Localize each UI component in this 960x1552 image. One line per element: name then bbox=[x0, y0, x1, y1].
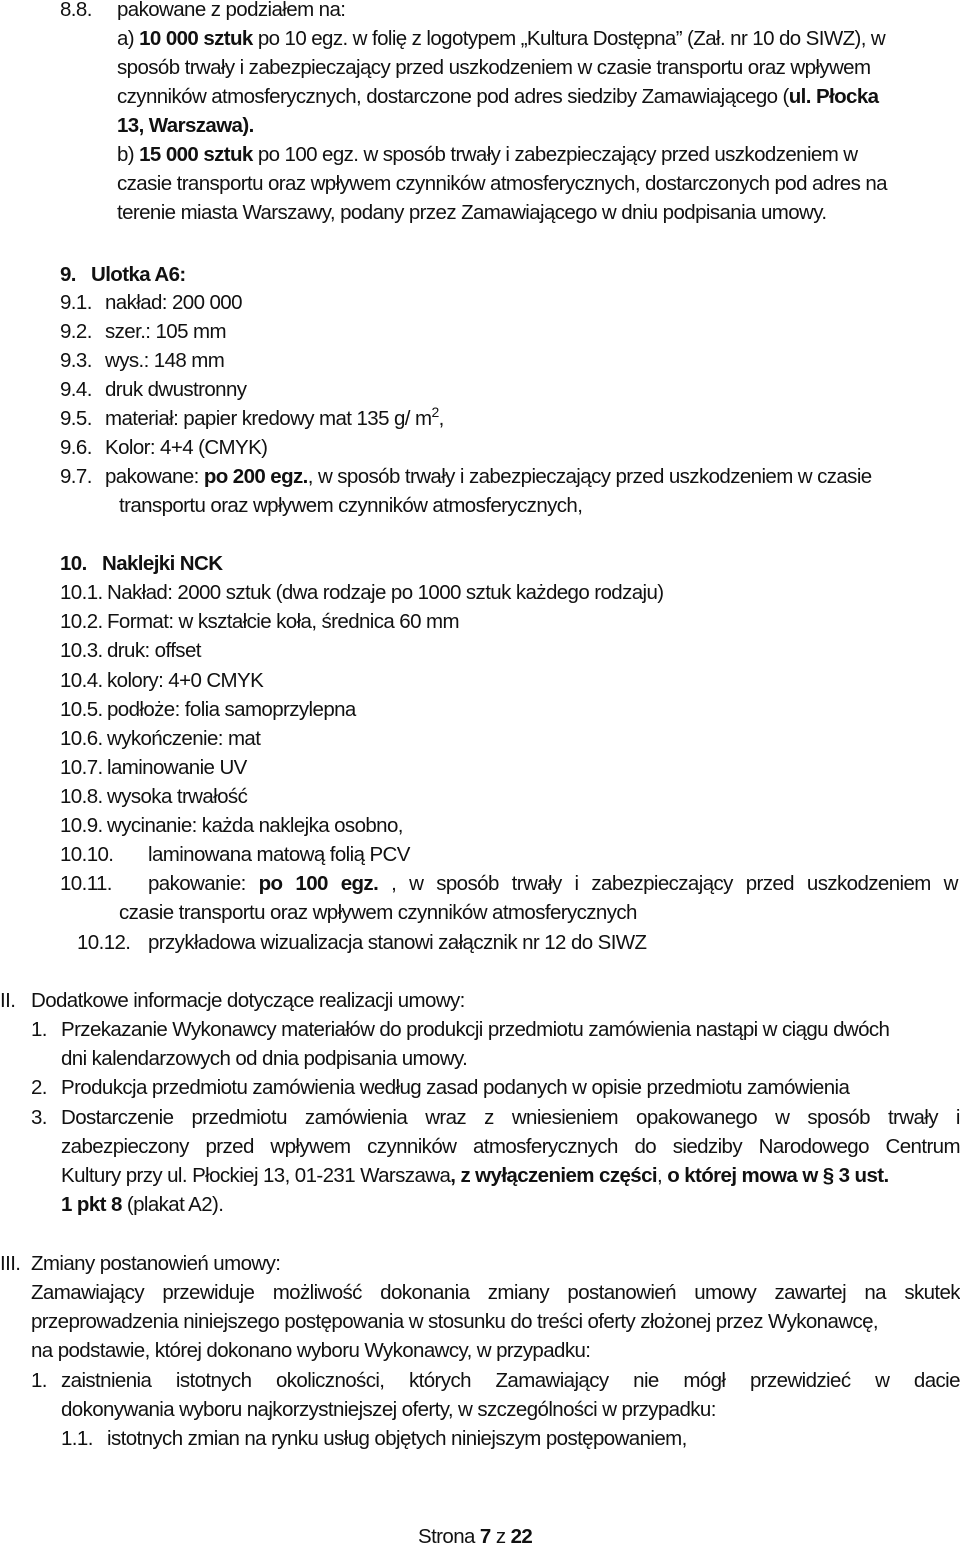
paragraph-line: Zamawiający przewiduje możliwość dokonania zmiany postanowień umowy zawartej na skutek bbox=[31, 1281, 960, 1304]
list-item: 10.6. bbox=[60, 727, 103, 750]
packing-option-a: a) 10 000 sztuk po 10 egz. w folię z logotypem „Kultura Dostępna” (Zał. nr 10 do SIWZ), w bbox=[117, 27, 886, 50]
list-item: 9.5. bbox=[60, 407, 92, 430]
list-item: 10.5. bbox=[60, 698, 103, 721]
list-item-text: Format: w kształcie koła, średnica 60 mm bbox=[107, 610, 459, 633]
list-item: 9.6. bbox=[60, 436, 92, 459]
list-item: 10.3. bbox=[60, 639, 103, 662]
list-item-text: druk dwustronny bbox=[105, 378, 247, 401]
section-8-8-number: 8.8. bbox=[60, 0, 92, 21]
list-item-text: laminowana matową folią PCV bbox=[148, 843, 410, 866]
section-9-number: 9. bbox=[60, 263, 76, 286]
list-item-text: wysoka trwałość bbox=[107, 785, 248, 808]
packing-option-a-line2: sposób trwały i zabezpieczający przed uszkodzeniem w czasie transportu oraz wpływem bbox=[117, 56, 871, 79]
section-8-8-title: pakowane z podziałem na: bbox=[117, 0, 346, 21]
page-total: 22 bbox=[510, 1525, 533, 1548]
section-10-title: Naklejki NCK bbox=[102, 552, 223, 575]
list-item-text: wys.: 148 mm bbox=[105, 349, 225, 372]
list-item-text: kolory: 4+0 CMYK bbox=[107, 669, 264, 692]
section-ii-title: Dodatkowe informacje dotyczące realizacji umowy: bbox=[31, 989, 465, 1012]
list-item-text: przykładowa wizualizacja stanowi załącznik nr 12 do SIWZ bbox=[148, 931, 647, 954]
list-item: 10.10. bbox=[60, 843, 114, 866]
list-item-text: Kolor: 4+4 (CMYK) bbox=[105, 436, 268, 459]
list-item: 10.4. bbox=[60, 669, 103, 692]
list-item-text: Nakład: 2000 sztuk (dwa rodzaje po 1000 sztuk każdego rodzaju) bbox=[107, 581, 664, 604]
paragraph-line: na podstawie, której dokonano wyboru Wykonawcy, w przypadku: bbox=[31, 1339, 591, 1362]
packing-option-b-line3: terenie miasta Warszawy, podany przez Zamawiającego w dniu podpisania umowy. bbox=[117, 201, 827, 224]
list-item: 9.1. bbox=[60, 291, 92, 314]
packing-option-b: b) 15 000 sztuk po 100 egz. w sposób trwały i zabezpieczający przed uszkodzeniem w bbox=[117, 143, 858, 166]
list-item-text: podłoże: folia samoprzylepna bbox=[107, 698, 356, 721]
list-item-text: wykończenie: mat bbox=[107, 727, 261, 750]
list-item-text: istotnych zmian na rynku usług objętych niniejszym postępowaniem, bbox=[107, 1427, 687, 1450]
list-item: 9.2. bbox=[60, 320, 92, 343]
list-item-text-line3: Kultury przy ul. Płockiej 13, 01-231 Warszawa, z wyłączeniem części, o której mowa w § 3 ust. bbox=[61, 1164, 889, 1187]
list-item: 10.11. bbox=[60, 872, 112, 895]
section-iii-number: III. bbox=[0, 1252, 21, 1275]
list-item-text: druk: offset bbox=[107, 639, 201, 662]
list-item: 10.9. bbox=[60, 814, 103, 837]
section-iii-title: Zmiany postanowień umowy: bbox=[31, 1252, 281, 1275]
list-item-text: Przekazanie Wykonawcy materiałów do produkcji przedmiotu zamówienia nastąpi w ciągu dwóch bbox=[61, 1018, 890, 1041]
paragraph-line: przeprowadzenia niniejszego postępowania w stosunku do treści oferty złożonej przez Wykonawcę, bbox=[31, 1310, 879, 1333]
list-item: 9.3. bbox=[60, 349, 92, 372]
list-item: 1.1. bbox=[61, 1427, 93, 1450]
list-item: 10.2. bbox=[60, 610, 103, 633]
list-item-text: nakład: 200 000 bbox=[105, 291, 242, 314]
section-ii-number: II. bbox=[0, 989, 16, 1012]
packing-option-b-line2: czasie transportu oraz wpływem czynników atmosferycznych, dostarczonych pod adres na bbox=[117, 172, 887, 195]
list-item-text: materiał: papier kredowy mat 135 g/ $m^2$, bbox=[105, 404, 444, 430]
list-item-text: Dostarczenie przedmiotu zamówienia wraz z wniesieniem opakowanego w sposób trwały i bbox=[61, 1106, 960, 1129]
list-item: 10.8. bbox=[60, 785, 103, 808]
list-item-text-line2: transportu oraz wpływem czynników atmosferycznych, bbox=[119, 494, 583, 517]
list-item-text: pakowanie: po 100 egz. , w sposób trwały i zabezpieczający przed uszkodzeniem w bbox=[148, 872, 958, 895]
list-item: 9.7. bbox=[60, 465, 92, 488]
list-item-text: pakowane: po 200 egz., w sposób trwały i zabezpieczający przed uszkodzeniem w czasie bbox=[105, 465, 872, 488]
list-item-text: szer.: 105 mm bbox=[105, 320, 226, 343]
list-item: 2. bbox=[31, 1076, 47, 1099]
list-item-text-line2: dokonywania wyboru najkorzystniejszej oferty, w szczególności w przypadku: bbox=[61, 1398, 716, 1421]
list-item: 10.7. bbox=[60, 756, 103, 779]
list-item: 9.4. bbox=[60, 378, 92, 401]
list-item: 10.12. bbox=[77, 931, 131, 954]
section-10-number: 10. bbox=[60, 552, 87, 575]
list-item-text: laminowanie UV bbox=[107, 756, 247, 779]
list-item: 10.1. bbox=[60, 581, 103, 604]
list-item-text-line2: zabezpieczony przed wpływem czynników atmosferycznych do siedziby Narodowego Centrum bbox=[61, 1135, 960, 1158]
packing-option-a-line3: czynników atmosferycznych, dostarczone pod adres siedziby Zamawiającego (ul. Płocka bbox=[117, 85, 879, 108]
list-item-text: wycinanie: każda naklejka osobno, bbox=[107, 814, 403, 837]
list-item: 1. bbox=[31, 1369, 47, 1392]
list-item-text-line2: czasie transportu oraz wpływem czynników atmosferycznych bbox=[119, 901, 637, 924]
list-item-text-line2: dni kalendarzowych od dnia podpisania umowy. bbox=[61, 1047, 468, 1070]
page-number: 7 bbox=[479, 1525, 491, 1548]
list-item-text: zaistnienia istotnych okoliczności, których Zamawiający nie mógł przewidzieć w dacie bbox=[61, 1369, 960, 1392]
page-footer: Strona 7 z 22 bbox=[418, 1525, 533, 1548]
list-item-text-line4: 1 pkt 8 (plakat A2). bbox=[61, 1193, 224, 1216]
packing-option-a-line4: 13, Warszawa). bbox=[117, 114, 254, 137]
list-item: 1. bbox=[31, 1018, 47, 1041]
section-9-title: Ulotka A6: bbox=[91, 263, 186, 286]
list-item-text: Produkcja przedmiotu zamówienia według zasad podanych w opisie przedmiotu zamówienia bbox=[61, 1076, 850, 1099]
list-item: 3. bbox=[31, 1106, 47, 1129]
